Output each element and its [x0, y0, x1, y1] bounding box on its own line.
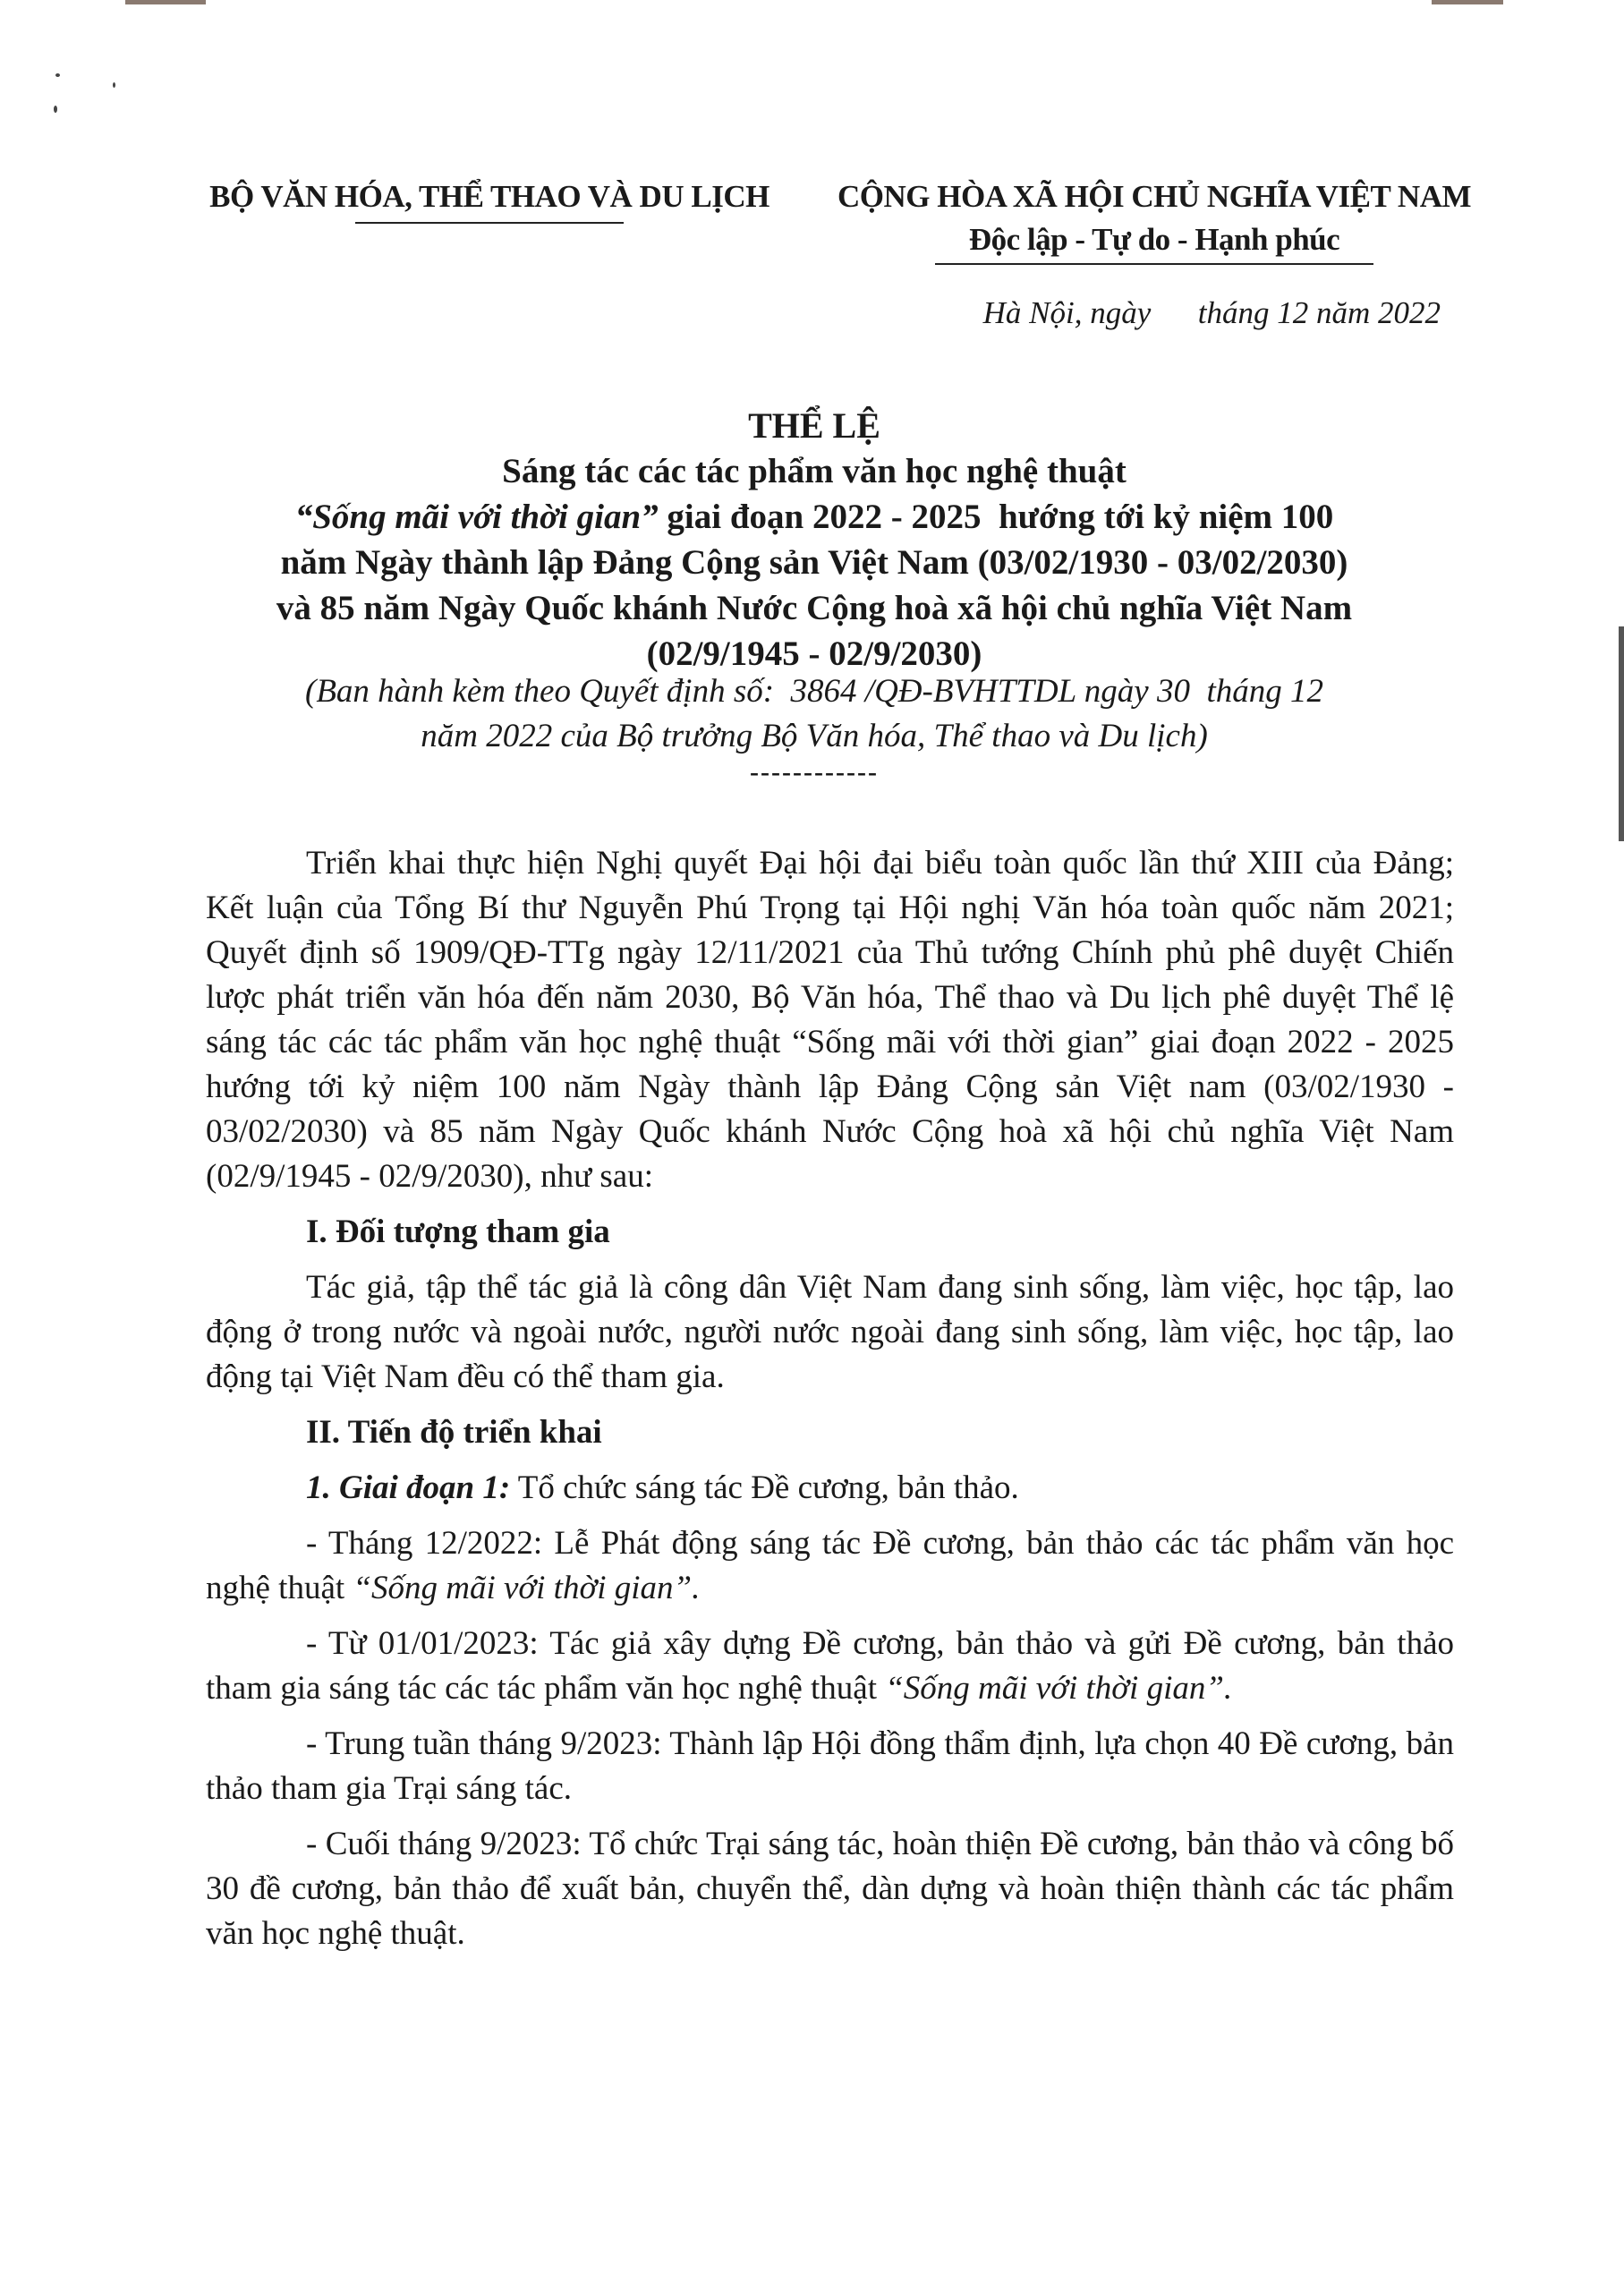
schedule-item-text: - Tháng 12/2022: Lễ Phát động sáng tác Đề cương, bản thảo các tác phẩm văn học nghệ thuật — [206, 1525, 1454, 1606]
separator: ------------ — [750, 757, 879, 787]
decree-reference — [179, 669, 1450, 759]
document-title — [179, 403, 1450, 677]
national-motto: Độc lập - Tự do - Hạnh phúc — [968, 222, 1340, 257]
title-heading: THỂ LỆ — [748, 405, 880, 446]
title-line: Sáng tác các tác phẩm văn học nghệ thuật — [502, 452, 1127, 490]
decree-line: (Ban hành kèm theo Quyết định số: 3864 /QĐ-BVHTTDL ngày 30 tháng 12 — [305, 673, 1323, 710]
ministry-name: BỘ VĂN HÓA, THỂ THAO VÀ DU LỊCH — [209, 179, 769, 214]
title-line — [179, 494, 1450, 540]
phase-label: 1. Giai đoạn 1: — [306, 1469, 511, 1506]
ministry-header — [199, 179, 780, 224]
title-line: năm Ngày thành lập Đảng Cộng sản Việt Nam (03/02/1930 - 03/02/2030) — [280, 543, 1348, 582]
motto-underline — [935, 263, 1373, 265]
scan-speck — [54, 106, 57, 113]
title-line: (02/9/1945 - 02/9/2030) — [646, 634, 982, 673]
title-line: và 85 năm Ngày Quốc khánh Nước Cộng hoà xã hội chủ nghĩa Việt Nam — [276, 589, 1353, 627]
section-heading: II. Tiến độ triển khai — [306, 1414, 602, 1451]
schedule-item: - Trung tuần tháng 9/2023: Thành lập Hội đồng thẩm định, lựa chọn 40 Đề cương, bản thảo tham gia Trại sáng tác. — [206, 1725, 1454, 1807]
section-paragraph: Tác giả, tập thể tác giả là công dân Việt Nam đang sinh sống, làm việc, học tập, lao động ở trong nước và ngoài nước, người nước ngoài đang sinh sống, làm việc, học tập, lao động tại Việt Nam đều có thể tham gia. — [206, 1269, 1454, 1395]
document-body — [206, 841, 1454, 1967]
section-heading: I. Đối tượng tham gia — [306, 1214, 610, 1250]
phase-paragraph — [206, 1466, 1454, 1511]
decree-line: năm 2022 của Bộ trưởng Bộ Văn hóa, Thể thao và Du lịch) — [421, 718, 1208, 754]
schedule-item-text: - Từ 01/01/2023: Tác giả xây dựng Đề cương, bản thảo và gửi Đề cương, bản thảo tham gia sáng tác các tác phẩm văn học nghệ thuật — [206, 1625, 1454, 1707]
campaign-name: “Sống mãi với thời gian”. — [353, 1570, 701, 1606]
ministry-underline — [355, 222, 624, 224]
schedule-item — [206, 1622, 1454, 1711]
country-name: CỘNG HÒA XÃ HỘI CHỦ NGHĨA VIỆT NAM — [837, 179, 1472, 214]
intro-paragraph: Triển khai thực hiện Nghị quyết Đại hội đại biểu toàn quốc lần thứ XIII của Đảng; Kết luận của Tổng Bí thư Nguyễn Phú Trọng tại Hội nghị Văn hóa toàn quốc năm 2021; Quyết định số 1909/QĐ-TTg ngày 12/11/2021 của Thủ tướng Chính phủ phê duyệt Chiến lược phát triển văn hóa đến năm 2030, Bộ Văn hóa, Thể thao và Du lịch phê duyệt Thể lệ sáng tác các tác phẩm văn học nghệ thuật “Sống mãi với thời gian” giai đoạn 2022 - 2025 hướng tới kỷ niệm 100 năm Ngày thành lập Đảng Cộng sản Việt nam (03/02/1930 - 03/02/2030) và 85 năm Ngày Quốc khánh Nước Cộng hoà xã hội chủ nghĩa Việt Nam (02/9/1945 - 02/9/2030), như sau: — [206, 845, 1454, 1195]
dateline: Hà Nội, ngày tháng 12 năm 2022 — [982, 295, 1441, 330]
schedule-item — [206, 1521, 1454, 1611]
title-line-rest: giai đoạn 2022 - 2025 hướng tới kỷ niệm 100 — [658, 498, 1334, 536]
phase-text: Tổ chức sáng tác Đề cương, bản thảo. — [510, 1469, 1019, 1506]
national-header — [814, 179, 1494, 265]
campaign-name: “Sống mãi với thời gian” — [294, 498, 659, 536]
scan-edge-mark — [1432, 0, 1503, 4]
campaign-name: “Sống mãi với thời gian”. — [885, 1670, 1233, 1707]
scan-speck — [55, 73, 60, 77]
scan-edge-mark — [125, 0, 206, 4]
scan-speck — [113, 82, 115, 88]
schedule-item: - Cuối tháng 9/2023: Tổ chức Trại sáng tác, hoàn thiện Đề cương, bản thảo và công bố 30 đề cương, bản thảo để xuất bản, chuyển thể, dàn dựng và hoàn thiện thành các tác phẩm văn học nghệ thuật. — [206, 1826, 1454, 1952]
scan-edge-shadow — [1619, 626, 1624, 841]
